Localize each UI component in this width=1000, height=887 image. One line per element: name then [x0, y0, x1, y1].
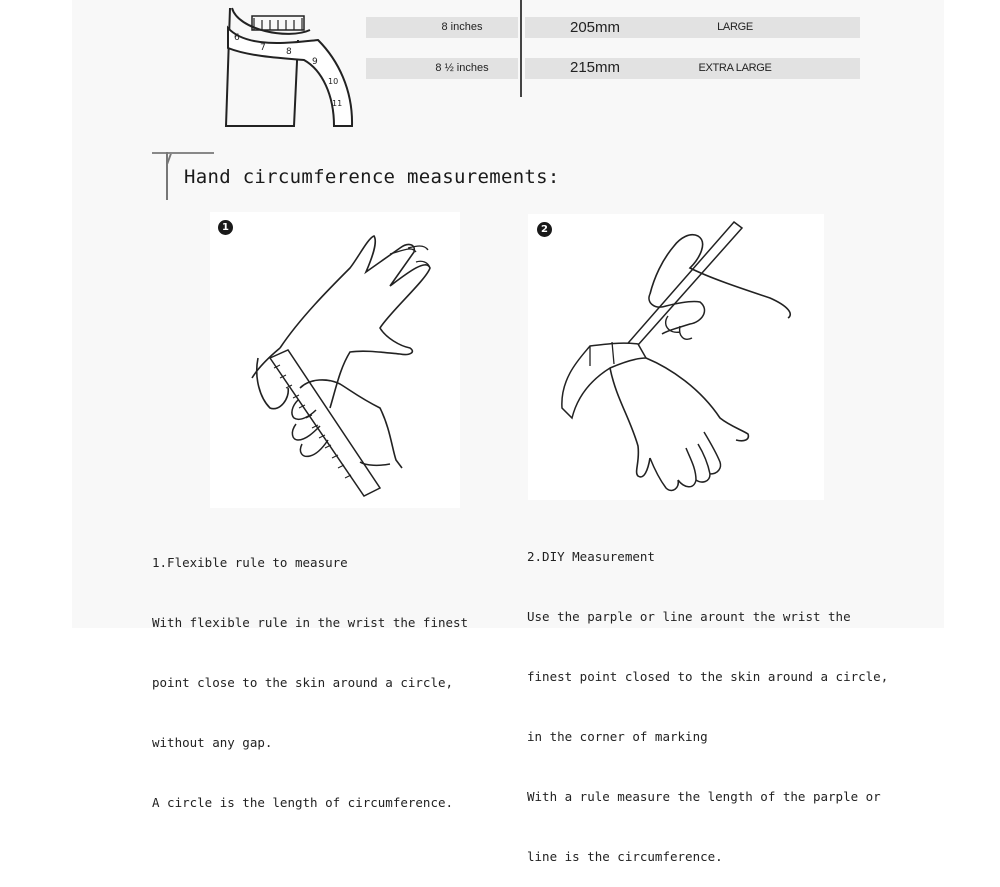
ruler-number: 8 [286, 47, 292, 57]
desc-line: With a rule measure the length of the parple or [527, 789, 881, 804]
step2-description [527, 507, 888, 887]
ruler-number: 9 [312, 57, 318, 67]
size-label: EXTRA LARGE [698, 62, 772, 74]
size-label: LARGE [717, 21, 753, 33]
desc-line: in the corner of marking [527, 729, 708, 744]
step1-badge: 1 [218, 220, 233, 235]
desc-line: finest point closed to the skin around a circle, [527, 669, 889, 684]
section-heading: Hand circumference measurements: [184, 166, 560, 188]
ruler-number: 7 [260, 43, 266, 53]
desc-line: A circle is the length of circumference. [152, 795, 454, 810]
desc-line: point close to the skin around a circle, [152, 675, 454, 690]
desc-line: line is the circumference. [527, 849, 723, 864]
step1-description [152, 513, 468, 833]
size-inches: 8 inches [441, 21, 483, 33]
table-divider [520, 0, 522, 97]
desc-line: With flexible rule in the wrist the finest [152, 615, 469, 630]
desc-line: Use the parple or line arount the wrist the [527, 609, 851, 624]
size-inches: 8 ½ inches [435, 62, 489, 74]
hand-pen-marking-illustration [550, 218, 810, 498]
ruler-number: 10 [328, 77, 339, 86]
wrist-tape-illustration [218, 0, 358, 130]
hand-flexible-rule-illustration [240, 228, 440, 498]
heading-bracket [152, 152, 214, 154]
desc-line: 2.DIY Measurement [527, 549, 655, 564]
ruler-number: 6 [234, 33, 240, 43]
step2-badge: 2 [537, 222, 552, 237]
size-mm: 215mm [569, 59, 621, 76]
size-mm: 205mm [569, 19, 621, 36]
desc-line: without any gap. [152, 735, 273, 750]
ruler-number: 11 [332, 99, 343, 108]
desc-line: 1.Flexible rule to measure [152, 555, 348, 570]
